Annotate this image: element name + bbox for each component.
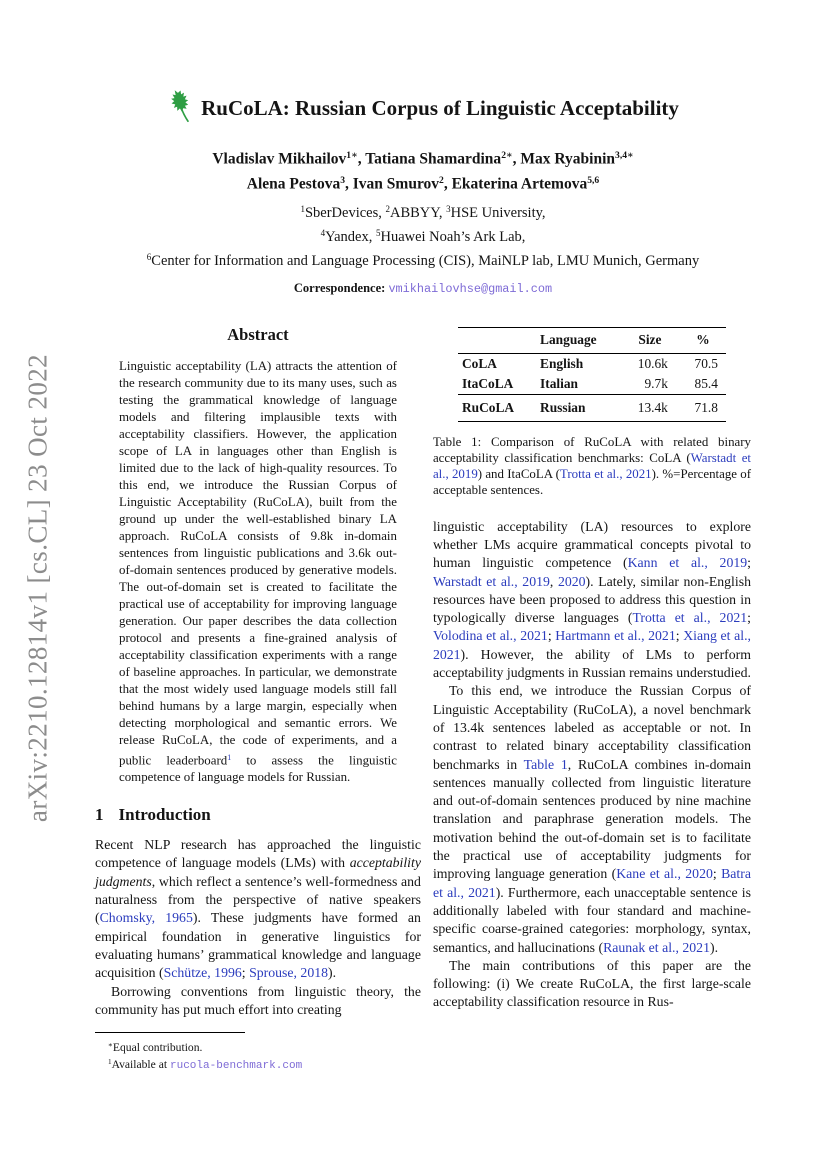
text-segment: Correspondence: [293, 280, 389, 295]
text-segment: ). Lately, similar non-English resources have been proposed to address this question in typologically diverse languages ( [432, 573, 751, 626]
footnote-equal-contribution [95, 1038, 421, 1055]
text-segment: Center for Information and Language Processing (CIS), MaiNLP lab, LMU Munich, Germany [151, 253, 700, 270]
affiliation-block [95, 199, 751, 272]
superscript: 3 [446, 203, 451, 214]
author-line-1 [95, 145, 751, 170]
text-segment: ). %=Percentage of acceptable sentences. [432, 467, 751, 498]
text-segment: Recent NLP research has approached the linguistic competence of language models (LMs) with [95, 837, 421, 871]
superscript: 5,6 [587, 175, 600, 187]
citation-link[interactable]: Hartmann et al., 2021 [555, 628, 676, 644]
citation-link[interactable]: Schütze, 1996 [163, 965, 242, 981]
correspondence-line [95, 281, 751, 296]
table-cell: 9.7k [644, 375, 668, 391]
text-segment: Linguistic acceptability (LA) attracts the attention of the research community due to its many uses, such as testing the grammatical knowledge of language models and filtering implausible texts with acceptability classifiers. However, the application scope of LA in languages other than English is limited due to the lack of high-quality resources. To this end, we introduce the Russian Corpus of Linguistic Acceptability (RuCoLA), built from the ground up under the well-established binary LA approach. RuCoLA consists of 9.8k in-domain sentences from linguistic publications and 3.6k out-of-domain sentences produced by generative models. The out-of-domain set is created to facilitate the practical use of acceptability for improving language generation. Our paper describes the data collection protocol and presents a fine-grained analysis of acceptability classification experiments with a range of baseline approaches. In particular, we demonstrate that the most widely used language models still fall behind humans by a large margin, especially when detecting morphological and semantic errors. We release RuCoLA, the code of experiments, and a public leaderboard [119, 358, 397, 768]
arugula-leaf-icon [167, 88, 194, 128]
text-segment: Yandex, [325, 228, 376, 245]
text-segment: ). Furthermore, each unacceptable sentence is additionally labeled with four standard and machine-specific coarse-grained categories: morphology, syntax, semantics, and hallucinations ( [432, 884, 751, 955]
text-segment: , [443, 175, 452, 193]
table-cell: English [540, 355, 584, 371]
citation-link[interactable]: Trotta et al., 2021 [632, 610, 748, 626]
citation-link[interactable]: 2020 [557, 573, 586, 589]
text-segment: Equal contribution. [112, 1041, 203, 1055]
text-segment: ). [709, 939, 719, 955]
citation-link[interactable]: Batra et al., 2021 [432, 866, 751, 900]
table-header-cell: % [680, 327, 726, 353]
citation-link[interactable]: Volodina et al., 2021 [432, 628, 548, 644]
text-segment: To this end, we introduce the Russian Corpus of Linguistic Acceptability (RuCoLA), a novel benchmark of 13.4k sentences labeled as acceptable or not. In contrast to related binary acceptability classification benchmarks in [432, 683, 751, 772]
text-segment: Available at [111, 1058, 170, 1072]
table-cell: RuCoLA [458, 394, 536, 421]
citation-link[interactable]: Table 1 [523, 756, 568, 772]
text-segment: Ivan Smurov [352, 175, 440, 193]
footnote-available-at [95, 1055, 421, 1074]
intro-paragraph-2 [95, 983, 421, 1020]
text-segment: ; [747, 555, 751, 571]
abstract-paragraph [95, 358, 421, 786]
superscript: 1∗ [346, 150, 358, 161]
paper-header [95, 88, 751, 296]
text-segment: Tatiana Shamardina [365, 150, 502, 168]
superscript: 1 [108, 1058, 112, 1067]
footnote-ref-link[interactable]: 1 [227, 752, 232, 762]
text-segment: , RuCoLA combines in-domain sentences manually collected from linguistic literature and out-of-domain sentences produced by nine machine translation and paraphrase generation models. The motivation behind the out-of-domain set is to facilitate the practical use of acceptability judgments for improving language generation ( [432, 756, 751, 882]
text-segment: , [512, 150, 521, 168]
text-segment: HSE University, [450, 204, 546, 221]
superscript: 4 [320, 228, 326, 238]
table-1 [458, 327, 726, 422]
table-row-group [458, 394, 726, 421]
table-row-group [458, 353, 726, 394]
table-cell: Russian [536, 394, 620, 421]
superscript: 5 [375, 228, 381, 238]
superscript: 2 [385, 203, 390, 214]
table-1-caption [433, 434, 751, 499]
superscript: ∗ [108, 1041, 113, 1050]
table-cell: 70.5 [694, 355, 718, 371]
table-cell: 13.4k [620, 394, 680, 421]
text-segment: Borrowing conventions from linguistic theory, the community has put much effort into creating [95, 983, 421, 1017]
text-segment: ; [747, 610, 751, 626]
text-segment: Table 1: Comparison of RuCoLA with related binary acceptability classification benchmarks: CoLA ( [432, 434, 751, 466]
text-segment: , [549, 573, 558, 589]
citation-link[interactable]: Sprouse, 2018 [249, 965, 329, 981]
text-segment: The main contributions of this paper are the following: (i) We create RuCoLA, the first large-scale acceptability classification resource in Rus- [432, 957, 751, 1010]
title-row [95, 88, 751, 128]
table-row [458, 353, 726, 374]
footnote-rule [95, 1032, 245, 1033]
author-block [95, 145, 751, 196]
citation-link[interactable]: Raunak et al., 2021 [603, 939, 710, 955]
url-link[interactable]: vmikhailovhse@gmail.com [388, 281, 553, 296]
table-cell: 71.8 [680, 394, 726, 421]
superscript: 3 [340, 175, 346, 187]
text-segment: Vladislav Mikhailov [212, 150, 347, 168]
text-segment: ; [675, 628, 684, 644]
footnote-block [95, 1032, 421, 1074]
text-segment: ; [547, 628, 556, 644]
text-segment: ABBYY, [389, 204, 447, 221]
superscript: 2∗ [501, 150, 513, 161]
intro-paragraph-1 [95, 836, 421, 982]
text-segment: ). [328, 965, 337, 981]
superscript: 1 [300, 203, 305, 214]
author-line-2 [95, 170, 751, 195]
table-header-cell: Language [536, 327, 620, 353]
table-cell: CoLA [461, 355, 497, 371]
two-column-body [95, 323, 751, 1074]
table-row [458, 394, 726, 421]
section-number: 1 [95, 805, 104, 825]
text-segment: , [357, 150, 366, 168]
citation-link[interactable]: Trotta et al., 2021 [559, 467, 652, 482]
text-segment: , [345, 175, 353, 193]
text-segment: acceptability judgments [95, 855, 421, 889]
citation-link[interactable]: Warstadt et al., 2019 [432, 451, 751, 482]
section-heading-introduction [95, 805, 421, 825]
text-segment: ) and ItaCoLA ( [477, 467, 560, 482]
table-cell: Italian [540, 375, 578, 391]
citation-link[interactable]: Kane et al., 2020 [616, 866, 713, 882]
abstract-heading: Abstract [227, 324, 289, 344]
text-segment: Huawei Noah’s Ark Lab, [380, 228, 526, 245]
text-segment: Max Ryabinin [520, 150, 616, 168]
text-segment: ). These judgments have formed an empirical foundation in generative linguistics for evaluating humans’ grammatical knowledge and language acquisition ( [95, 910, 421, 981]
right-column [433, 323, 751, 1074]
citation-link[interactable]: Xiang et al., 2021 [432, 628, 751, 662]
text-segment: ; [241, 965, 250, 981]
affiliation-line-3 [95, 247, 751, 271]
table-1-head [458, 327, 726, 353]
table-header-cell [458, 327, 536, 353]
superscript: 6 [146, 252, 152, 263]
section-title: Introduction [118, 805, 211, 825]
paper-content [95, 88, 751, 1074]
superscript: 2 [439, 175, 444, 187]
left-column [95, 323, 421, 1074]
text-segment: Ekaterina Artemova [451, 175, 588, 193]
text-segment: ; [712, 866, 722, 882]
table-cell: 10.6k [637, 355, 668, 371]
text-segment: linguistic acceptability (LA) resources to explore whether LMs acquire grammatical concepts pivotal to human linguistic competence ( [432, 518, 751, 571]
right-paragraph-2 [433, 682, 751, 956]
table-cell: ItaCoLA [461, 375, 514, 391]
citation-link[interactable]: Warstadt et al., 2019 [432, 573, 550, 589]
affiliation-line-2 [95, 223, 751, 247]
table-row [458, 374, 726, 395]
superscript: 3,4∗ [615, 150, 634, 161]
arxiv-watermark: arXiv:2210.12814v1 [cs.CL] 23 Oct 2022 [22, 353, 53, 823]
text-segment: , which reflect a sentence’s well-formedness and naturalness from the perspective of native speakers ( [95, 873, 421, 926]
table-header-cell: Size [620, 327, 680, 353]
text-segment: Alena Pestova [246, 175, 341, 193]
right-paragraph-1 [433, 518, 751, 683]
right-paragraph-3 [433, 957, 751, 1012]
text-segment: to assess the linguistic competence of language models for Russian. [119, 753, 397, 785]
text-segment: ). However, the ability of LMs to perform acceptability judgments in Russian remains understudied. [432, 646, 751, 681]
citation-link[interactable]: Chomsky, 1965 [99, 910, 193, 926]
url-link[interactable]: rucola-benchmark.com [169, 1060, 303, 1073]
text-segment: SberDevices, [304, 204, 386, 221]
citation-link[interactable]: Kann et al., 2019 [627, 555, 748, 571]
paper-title: RuCoLA: Russian Corpus of Linguistic Acceptability [201, 95, 679, 120]
affiliation-line-1 [95, 199, 751, 223]
table-cell: 85.4 [694, 375, 718, 391]
